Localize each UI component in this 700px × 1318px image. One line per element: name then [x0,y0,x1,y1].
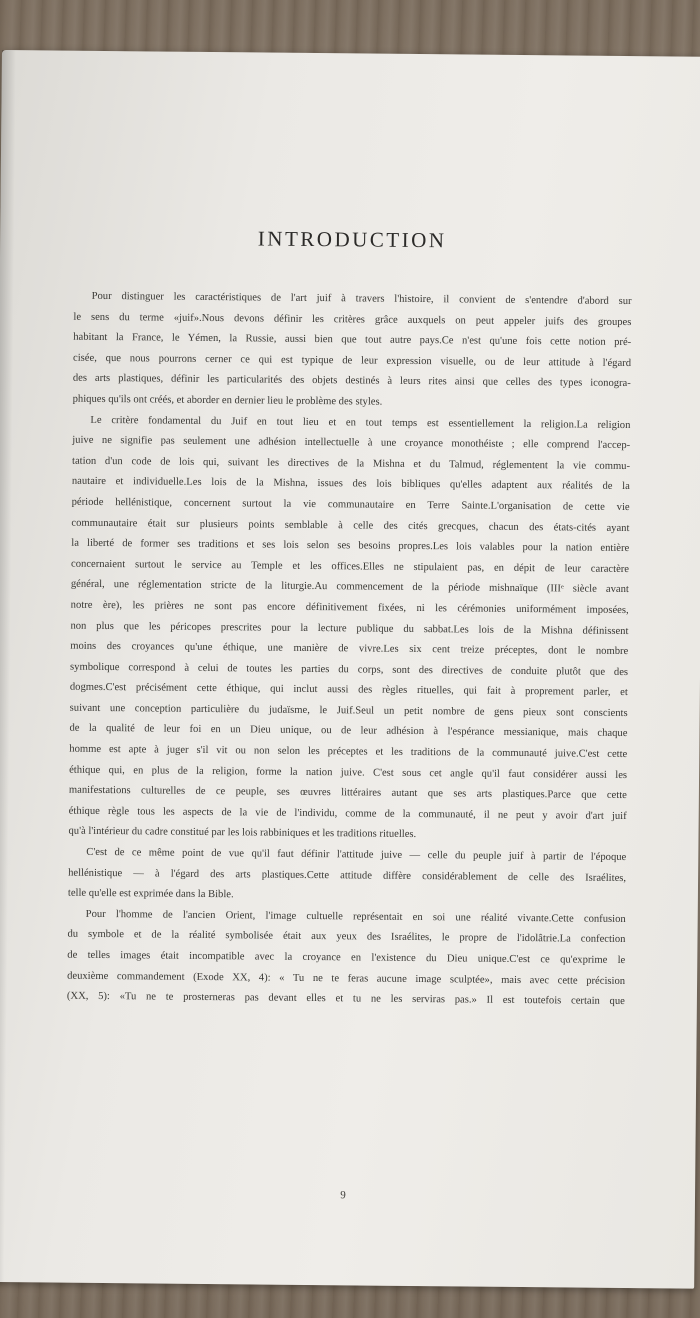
text-line: la liberté de former ses traditions et ses lois selon ses besoins propres.Les lois valables pour la nation entière [71,537,630,555]
text-line: des arts plastiques, définir les particularités des objets destinés à leurs rites ainsi que celles des types iconogra- [72,373,631,390]
paragraph [73,287,632,416]
text-line: le sens du terme «juif».Nous devons définir les critères grâce auxquels on peut appeler juifs des groupes [73,311,632,328]
text-line: du symbole et de la réalité symbolisée était aux yeux des Israélites, le propre de l'idolâtrie.La confection [67,929,626,946]
page-number: 9 [340,1189,346,1202]
text-line: tation d'un code de lois qui, suivant les directives de la Mishna et du Talmud, réglementent la vie commu- [72,455,631,472]
text-line: habitant la France, le Yémen, la Russie, aussi bien que tout autre pays.Ce n'est qu'une fois cette notion pré- [73,331,632,349]
text-line: suivant une conception particulière du judaïsme, le Juif.Seul un petit nombre de gens pieux sont conscients [69,702,628,719]
text-line: Pour distinguer les caractéristiques de l'art juif à travers l'histoire, il convient de s'entendre d'abord sur [91,290,632,308]
text-line: éthique règle tous les aspects de la vie de l'individu, comme de la communauté, il ne peut y avoir d'art juif [68,805,627,822]
text-line: telle qu'elle est exprimée dans la Bible. [67,887,234,901]
book-page [0,50,700,1289]
text-line: symbolique correspond à celui de toutes les parties du corps, sont des directives de conduite plutôt que des [70,661,629,678]
text-line: juive ne signifie pas seulement une adhésion intellectuelle à une croyance monothéiste ; elle comprend l'accep- [72,434,631,452]
paragraph [68,843,627,910]
text-line: concernaient surtout le service au Temple et les offices.Elles ne stipulaient pas, en dépit de leur caractère [71,558,630,575]
text-line: phiques qu'ils ont créés, et aborder en dernier lieu le problème des styles. [72,393,383,408]
text-line: notre ère), les prières ne sont pas encore définitivement fixées, ni les cérémonies uniformément imposées, [70,599,629,616]
text-line: général, une réglementation stricte de la liturgie.Au commencement de la période mishnaïque (IIIᵉ siècle avant [70,578,629,596]
text-line: Le critère fondamental du Juif en tout lieu et en tout temps est essentiellement la religion.La religion [90,414,631,431]
paragraph [68,410,630,848]
body-text [67,287,632,1013]
text-line: dogmes.C'est précisément cette éthique, qui inclut aussi des règles rituelles, qui fait à proprement parler, et [69,681,628,699]
text-line: homme est apte à juger s'il vit ou non selon les préceptes et les traditions de la communauté juive.C'est cette [69,743,628,761]
text-line: éthique qui, en plus de la religion, forme la nation juive. C'est sous cet angle qu'il faut considérer aussi les [69,764,628,781]
text-line: C'est de ce même point de vue qu'il faut définir l'attitude juive — celle du peuple juif à partir de l'époque [86,846,627,864]
text-line: (XX, 5): «Tu ne te prosterneras pas devant elles et tu ne les serviras pas.» Il est toutefois certain que [66,990,625,1008]
text-line: communautaire était sur plusieurs points semblable à celle des cités grecques, chacun des états-cités ayant [71,517,630,534]
text-line: cisée, que nous pourrons cerner ce qui est typique de leur expression visuelle, ou de leur attitude à l'égard [72,352,632,369]
text-line: deuxième commandement (Exode XX, 4): « Tu ne te feras aucune image sculptée», mais avec cette précision [67,970,626,987]
text-line: qu'à l'intérieur du cadre constitué par les lois rabbiniques et les traditions rituelles. [68,826,417,841]
text-line: manifestations culturelles de ce peuple, ses œuvres littéraires autant que ses arts plastiques.Parce que cette [68,784,627,802]
text-line: moins des croyances qu'une éthique, une manière de vivre.Les six cent treize préceptes, dont le nombre [70,640,629,658]
page-title: INTRODUCTION [257,226,447,253]
paragraph [67,904,626,1012]
text-line: Pour l'homme de l'ancien Orient, l'image cultuelle représentait en soi une réalité vivante.Cette confusion [85,908,626,925]
text-line: non plus que les péricopes prescrites pour la lecture publique du sabbat.Les lois de la Mishna définissent [70,620,629,637]
text-line: période hellénistique, concernent surtout la vie communautaire en Terre Sainte.L'organisation de cette vie [71,496,630,513]
text-line: hellénistique — à l'égard des arts plastiques.Cette attitude diffère considérablement de celle des Israélites, [68,867,627,884]
text-line: nautaire et individuelle.Les lois de la Mishna, issues des lois bibliques qu'elles adaptent aux réalités de la [71,476,630,493]
text-line: de telles images était incompatible avec la croyance en l'existence du Dieu unique.C'est ce qu'exprime le [67,949,626,967]
text-line: de la qualité de leur foi en un Dieu unique, ou de leur adhésion à l'espérance messianique, mais chaque [69,723,628,740]
